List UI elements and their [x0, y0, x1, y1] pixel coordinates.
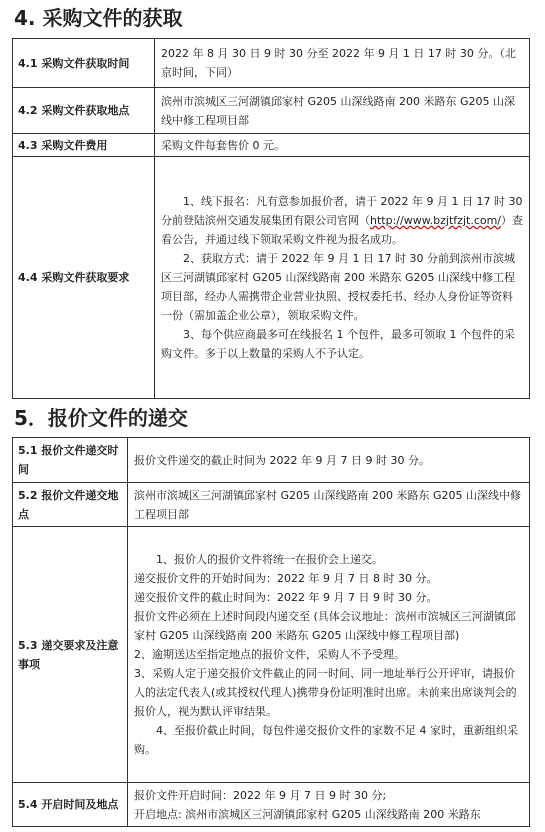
row-label: 4.4 采购文件获取要求 — [13, 157, 155, 399]
row-content: 报价文件递交的截止时间为 2022 年 9 月 7 日 9 时 30 分。 — [128, 438, 530, 483]
paragraph: 递交报价文件的开始时间为：2022 年 9 月 7 日 8 时 30 分。 — [134, 572, 438, 585]
row-content — [128, 527, 530, 783]
row-label: 4.3 采购文件费用 — [13, 134, 155, 157]
table-row — [13, 783, 530, 827]
paragraph: 报价文件必须在上述时间段内递交至 (具体会议地址：滨州市滨城区三河湖镇邱家村 G205 山深线路南 200 米路东 G205 山深线中修工程项目部) — [134, 610, 516, 642]
table-row — [13, 527, 530, 783]
table-row — [13, 39, 530, 88]
section-5-title: 5．报价文件的递交 — [14, 406, 188, 430]
table-row — [13, 483, 530, 527]
section-4-title: 4. 采购文件的获取 — [14, 6, 183, 30]
table-row — [13, 134, 530, 157]
quotation-submission-table — [12, 437, 530, 827]
row-label: 5.1 报价文件递交时间 — [13, 438, 128, 483]
row-content: 滨州市滨城区三河湖镇邱家村 G205 山深线路南 200 米路东 G205 山深线中修工程项目部 — [128, 483, 530, 527]
row-content: 采购文件每套售价 0 元。 — [155, 134, 530, 157]
paragraph: 1、报价人的报价文件将统一在报价会上递交。 — [156, 553, 383, 566]
paragraph: 报价文件开启时间：2022 年 9 月 7 日 9 时 30 分; — [134, 788, 387, 802]
row-label: 5.4 开启时间及地点 — [13, 783, 128, 827]
paragraph: 3、采购人定于递交报价文件截止的同一时间、同一地址举行公开评审，请报价人的法定代表人(或其授权代理人)携带身份证明准时出席。未前来出席谈判会的报价人，视为默认评审结果。 — [134, 667, 517, 718]
paragraph: 递交报价文件的截止时间为：2022 年 9 月 7 日 9 时 30 分。 — [134, 591, 438, 604]
row-label: 4.2 采购文件获取地点 — [13, 88, 155, 134]
paragraph: 2、逾期送达至指定地点的报价文件，采购人不予受理。 — [134, 648, 405, 661]
row-content — [128, 783, 530, 827]
website-link[interactable]: http://www.bzjtfzjt.com/ — [370, 214, 502, 227]
row-label: 5.3 递交要求及注意事项 — [13, 527, 128, 783]
paragraph: 3、每个供应商最多可在线报名 1 个包件，最多可领取 1 个包件的采购文件。多于以上数量的采购人不予认定。 — [161, 328, 515, 360]
table-row — [13, 88, 530, 134]
paragraph: 4、至报价截止时间，每包件递交报价文件的家数不足 4 家时，重新组织采购。 — [134, 724, 518, 756]
row-label: 5.2 报价文件递交地点 — [13, 483, 128, 527]
table-row — [13, 438, 530, 483]
table-row — [13, 157, 530, 399]
row-content: 滨州市滨城区三河湖镇邱家村 G205 山深线路南 200 米路东 G205 山深线中修工程项目部 — [155, 88, 530, 134]
paragraph: 开启地点: 滨州市滨城区三河湖镇邱家村 G205 山深线路南 200 米路东 — [134, 807, 481, 821]
procurement-file-table — [12, 38, 530, 399]
paragraph: 1、线下报名：凡有意参加报价者，请于 2022 年 9 月 1 日 17 时 30 分前登陆滨州交通发展集团有限公司官网（http://www.bzjtfzjt.com/）查看公告，并通过线下领取采购文件视为报名成功。 — [161, 195, 524, 246]
row-content — [155, 157, 530, 399]
row-content: 2022 年 8 月 30 日 9 时 30 分至 2022 年 9 月 1 日 17 时 30 分。（北京时间，下同） — [155, 39, 530, 88]
paragraph: 2、获取方式：请于 2022 年 9 月 1 日 17 时 30 分前到滨州市滨城区三河湖镇邱家村 G205 山深线路南 200 米路东 G205 山深线中修工程项目部，经办人需携带企业营业执照、授权委托书、经办人身份证等资料一份（需加盖企业公章），领取采购文件。 — [161, 252, 516, 322]
row-label: 4.1 采购文件获取时间 — [13, 39, 155, 88]
